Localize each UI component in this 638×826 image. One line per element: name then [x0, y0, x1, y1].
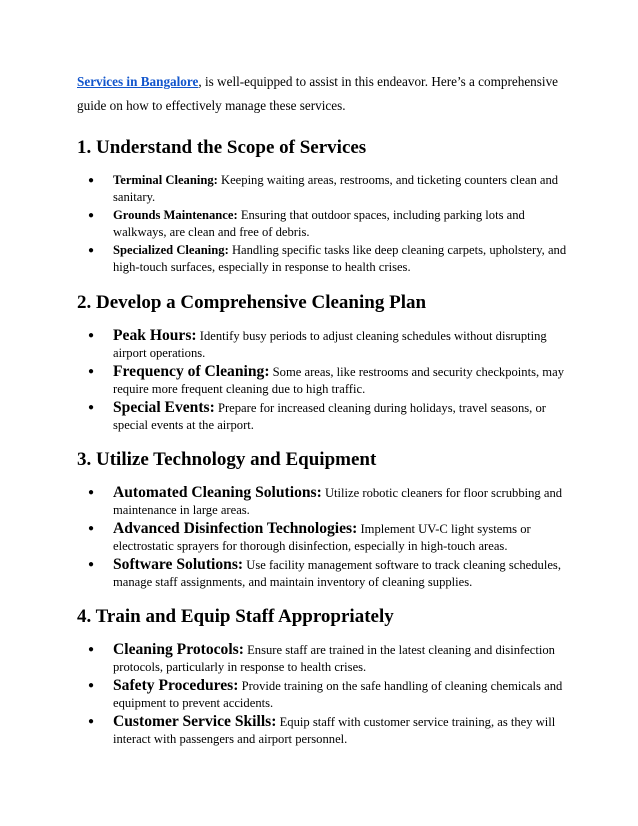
services-link[interactable]: Services in Bangalore	[77, 74, 199, 89]
scope-list	[77, 172, 578, 276]
list-item	[77, 327, 578, 362]
list-item	[77, 484, 578, 519]
item-term: Special Events:	[113, 399, 215, 416]
item-text: Provide training on the safe handling of cleaning chemicals and equipment to prevent accidents.	[113, 679, 563, 710]
item-text: Identify busy periods to adjust cleaning schedules without disrupting airport operations.	[113, 329, 547, 360]
bullet-icon: ●	[88, 523, 95, 534]
section-heading-scope: 1. Understand the Scope of Services	[77, 137, 367, 158]
item-text: Ensuring that outdoor spaces, including parking lots and walkways, are clean and free of debris.	[113, 208, 525, 239]
list-item	[77, 363, 578, 398]
bullet-icon: ●	[88, 366, 95, 377]
item-text: Some areas, like restrooms and security checkpoints, may require more frequent cleaning due to high traffic.	[113, 365, 564, 396]
item-text: Prepare for increased cleaning during holidays, travel seasons, or special events at the airport.	[113, 401, 546, 432]
item-term: Specialized Cleaning:	[113, 243, 229, 257]
item-term: Software Solutions:	[113, 556, 244, 573]
section-heading-technology: 3. Utilize Technology and Equipment	[77, 449, 377, 470]
item-term: Peak Hours:	[113, 327, 197, 344]
list-item	[77, 556, 578, 591]
list-item	[77, 399, 578, 434]
item-term: Advanced Disinfection Technologies:	[113, 520, 358, 537]
bullet-icon: ●	[88, 210, 95, 221]
item-term: Cleaning Protocols:	[113, 641, 244, 658]
staff-list	[77, 641, 578, 748]
item-term: Grounds Maintenance:	[113, 208, 238, 222]
item-term: Safety Procedures:	[113, 677, 239, 694]
bullet-icon: ●	[88, 716, 95, 727]
bullet-icon: ●	[88, 644, 95, 655]
item-term: Frequency of Cleaning:	[113, 363, 270, 380]
bullet-icon: ●	[88, 402, 95, 413]
bullet-icon: ●	[88, 330, 95, 341]
item-text: Equip staff with customer service training, as they will interact with passengers and airport personnel.	[113, 715, 556, 746]
intro-text: , is well-equipped to assist in this endeavor. Here’s a comprehensive guide on how to effectively manage these services.	[77, 74, 559, 113]
item-term: Automated Cleaning Solutions:	[113, 484, 322, 501]
list-item	[77, 713, 578, 748]
item-term: Customer Service Skills:	[113, 713, 277, 730]
item-text: Use facility management software to track cleaning schedules, manage staff assignments, and maintain inventory of cleaning supplies.	[113, 558, 561, 589]
item-text: Implement UV-C light systems or electrostatic sprayers for thorough disinfection, especially in high-touch areas.	[113, 522, 531, 553]
bullet-icon: ●	[88, 487, 95, 498]
technology-list	[77, 484, 578, 591]
section-heading-staff: 4. Train and Equip Staff Appropriately	[77, 606, 394, 627]
item-text: Ensure staff are trained in the latest cleaning and disinfection protocols, particularly in response to health crises.	[113, 643, 555, 674]
item-text: Handling specific tasks like deep cleaning carpets, upholstery, and high-touch surfaces, especially in response to health crises.	[113, 243, 567, 274]
item-text: Utilize robotic cleaners for floor scrubbing and maintenance in large areas.	[113, 486, 563, 517]
list-item	[77, 677, 578, 712]
bullet-icon: ●	[88, 175, 95, 186]
bullet-icon: ●	[88, 245, 95, 256]
list-item	[77, 172, 578, 206]
list-item	[77, 520, 578, 555]
plan-list	[77, 327, 578, 434]
section-heading-plan: 2. Develop a Comprehensive Cleaning Plan	[77, 292, 427, 313]
item-term: Terminal Cleaning:	[113, 173, 218, 187]
list-item	[77, 242, 578, 276]
bullet-icon: ●	[88, 680, 95, 691]
item-text: Keeping waiting areas, restrooms, and ticketing counters clean and sanitary.	[113, 173, 559, 204]
intro-paragraph	[77, 70, 578, 118]
list-item	[77, 641, 578, 676]
bullet-icon: ●	[88, 559, 95, 570]
list-item	[77, 207, 578, 241]
